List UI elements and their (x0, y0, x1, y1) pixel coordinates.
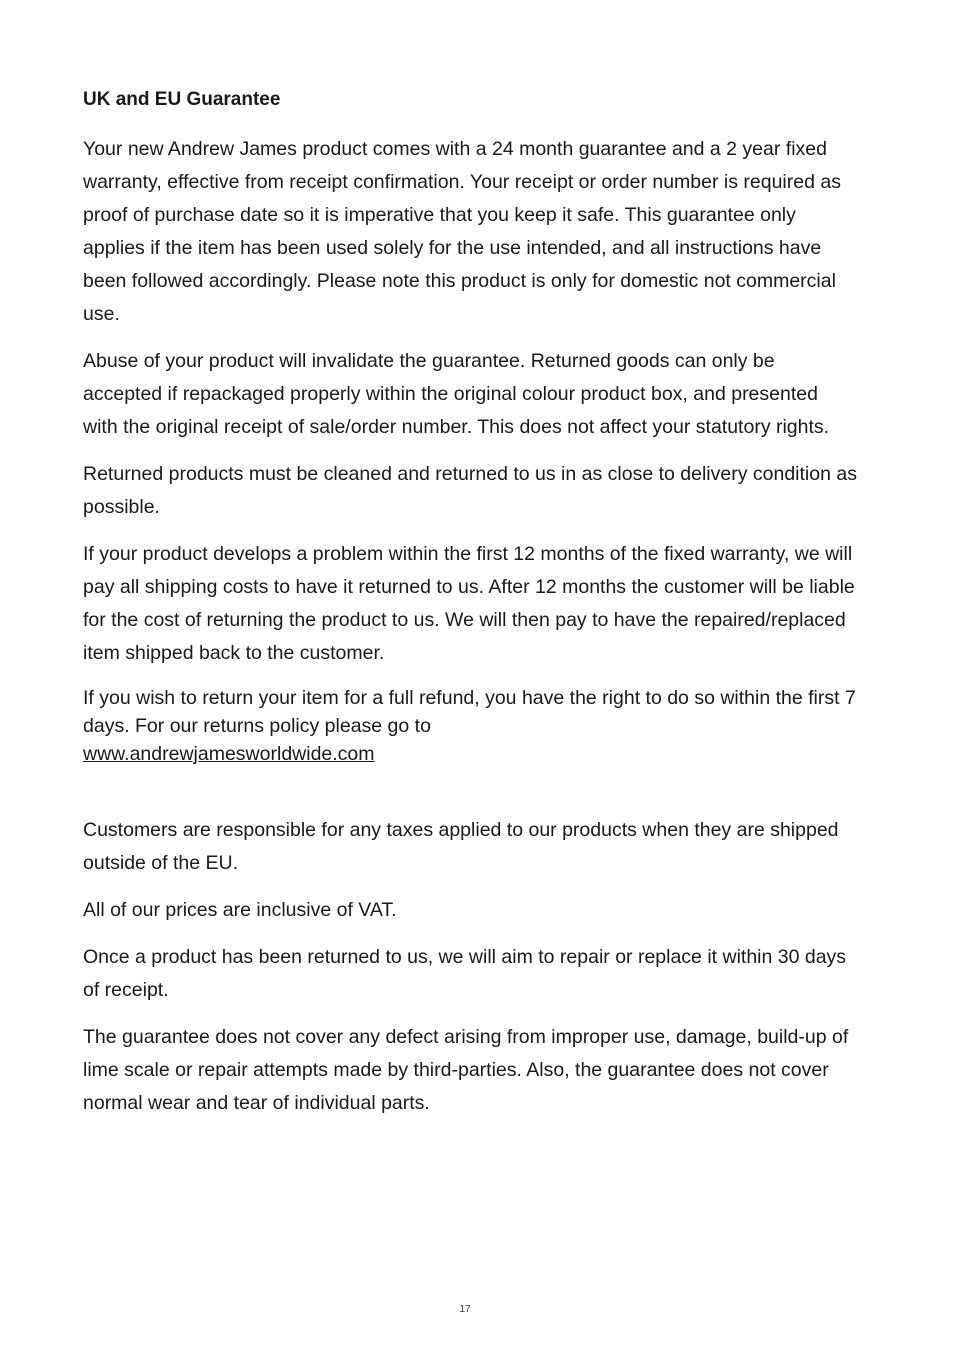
shipping-costs-paragraph: If your product develops a problem within the first 12 months of the fixed warranty, we will pay all shipping costs to have it returned to us. After 12 months the customer will be liable for the cost of returning the product to us. We will then pay to have the repaired/replaced item shipped back to the customer. (83, 543, 855, 664)
website-link[interactable]: www.andrewjamesworldwide.com (83, 743, 375, 765)
repair-time-paragraph: Once a product has been returned to us, we will aim to repair or replace it within 30 days of receipt. (83, 946, 847, 1001)
vat-paragraph: All of our prices are inclusive of VAT. (83, 899, 397, 921)
guarantee-paragraph: Your new Andrew James product comes with a 24 month guarantee and a 2 year fixed warranty, effective from receipt confirmation. Your receipt or order number is required as proof of purchase date so it is imperative that you keep it safe. This guarantee only applies if the item has been used solely for the use intended, and all instructions have been followed accordingly. Please note this product is only for domestic not commercial use. (83, 138, 841, 325)
exclusions-paragraph: The guarantee does not cover any defect arising from improper use, damage, build-up of lime scale or repair attempts made by third-parties. Also, the guarantee does not cover normal wear and tear of individual parts. (83, 1026, 849, 1114)
refund-paragraph (83, 684, 858, 768)
taxes-paragraph: Customers are responsible for any taxes applied to our products when they are shipped outside of the EU. (83, 819, 839, 874)
refund-text: If you wish to return your item for a full refund, you have the right to do so within the first 7 days. For our returns policy please go to (83, 687, 856, 737)
page-number: 17 (459, 1304, 471, 1315)
abuse-paragraph: Abuse of your product will invalidate the guarantee. Returned goods can only be accepted if repackaged properly within the original colour product box, and presented with the original receipt of sale/order number. This does not affect your statutory rights. (83, 350, 830, 438)
returns-condition-paragraph: Returned products must be cleaned and returned to us in as close to delivery condition as possible. (83, 463, 857, 518)
document-page (83, 86, 858, 1134)
page-title: UK and EU Guarantee (83, 89, 281, 110)
